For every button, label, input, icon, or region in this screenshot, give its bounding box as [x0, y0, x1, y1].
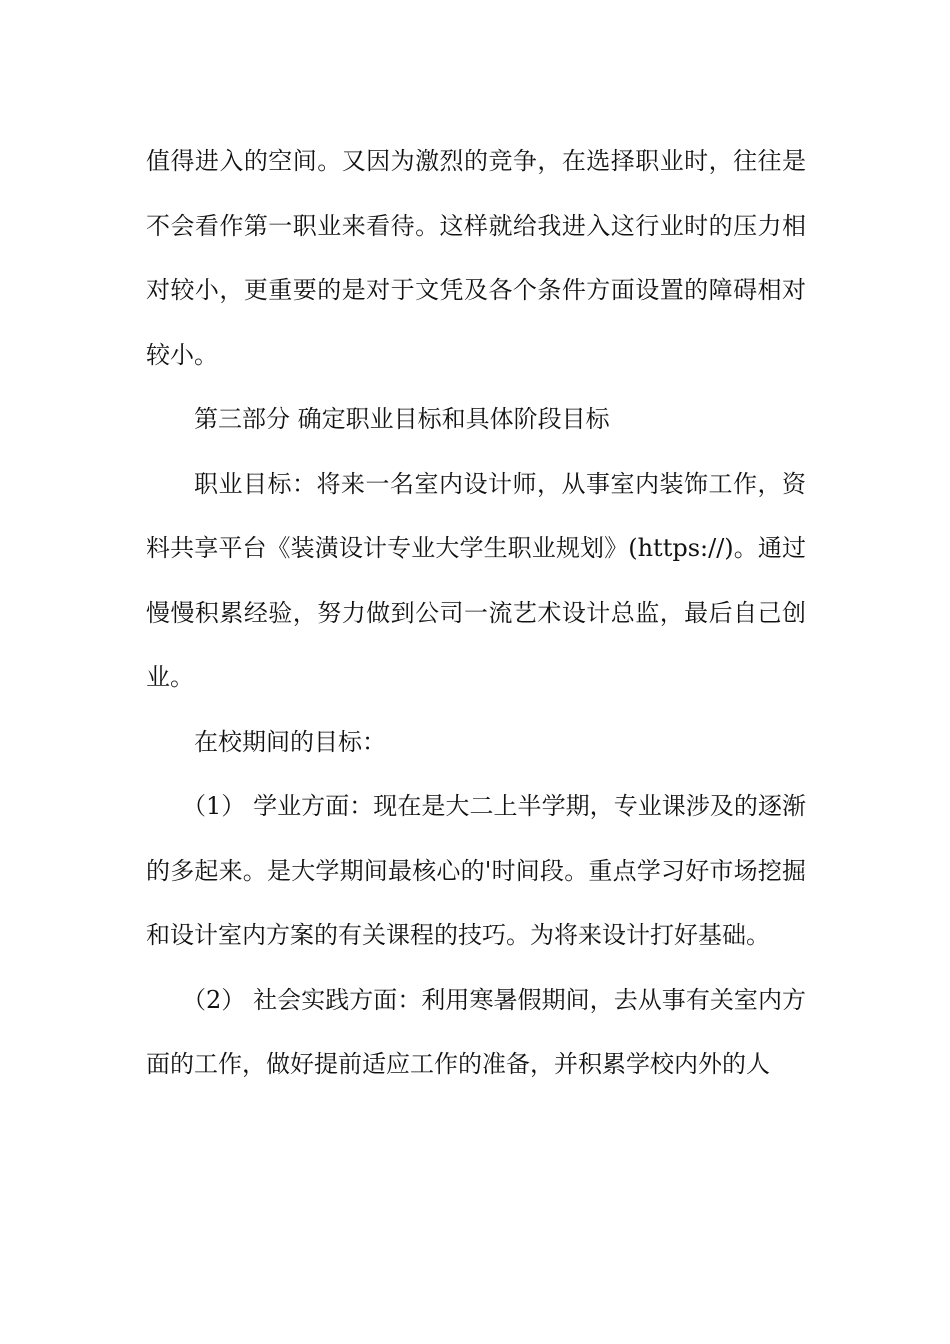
list-item-academic: （1） 学业方面：现在是大二上半学期，专业课涉及的逐渐的多起来。是大学期间最核心的'时间段。重点学习好市场挖掘和设计室内方案的有关课程的技巧。为将来设计打好基础。 — [146, 792, 806, 949]
list-item-social-practice: （2） 社会实践方面：利用寒暑假期间，去从事有关室内方面的工作，做好提前适应工作的准备，并积累学校内外的人 — [146, 985, 806, 1078]
paragraph-school-goals-heading: 在校期间的目标： — [194, 727, 386, 756]
paragraph-career-goal: 职业目标：将来一名室内设计师，从事室内装饰工作，资料共享平台《装潢设计专业大学生职业规划》(https://)。通过慢慢积累经验，努力做到公司一流艺术设计总监，最后自己创业。 — [146, 469, 806, 691]
paragraph-continuation: 值得进入的空间。又因为激烈的竞争，在选择职业时，往往是不会看作第一职业来看待。这样就给我进入这行业时的压力相对较小，更重要的是对于文凭及各个条件方面设置的障碍相对较小。 — [146, 147, 806, 369]
document-body — [146, 129, 806, 1097]
section-heading: 第三部分 确定职业目标和具体阶段目标 — [194, 405, 610, 433]
